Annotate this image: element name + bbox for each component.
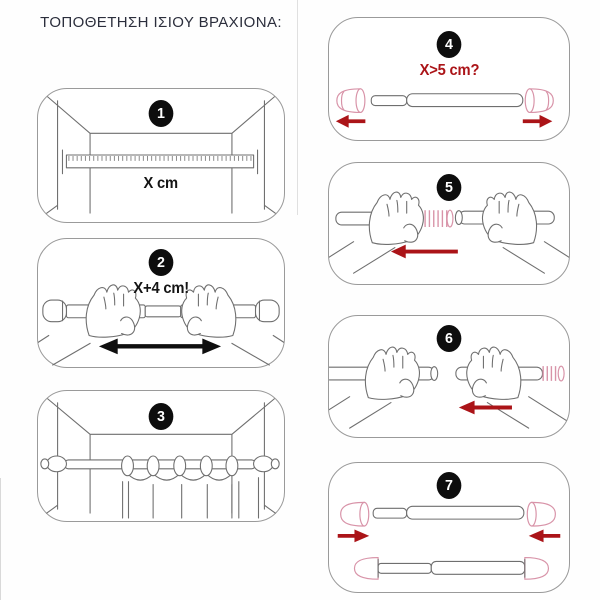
left-end-cap xyxy=(337,89,365,113)
curtain-folds xyxy=(123,478,259,518)
step-6-badge xyxy=(437,325,462,352)
page-title: ΤΟΠΟΘΕΤΗΣΗ ΙΣΙΟΥ ΒΡΑΧΙΟΝΑ: xyxy=(40,14,282,31)
step-1-number: 1 xyxy=(157,105,165,122)
step-4-label: X>5 cm? xyxy=(419,62,479,79)
left-end-cap xyxy=(341,502,369,526)
step-2-badge xyxy=(149,249,174,276)
step-3-panel xyxy=(37,390,285,522)
red-arrow-left-icon xyxy=(336,115,366,128)
arm-lines xyxy=(38,335,284,365)
arm-lines xyxy=(329,397,566,428)
step-6-number: 6 xyxy=(445,330,453,347)
right-hand-icon xyxy=(467,347,521,399)
step-7-panel xyxy=(328,462,570,593)
curtain-rod xyxy=(41,456,279,472)
step-2-panel xyxy=(37,238,285,368)
step-2-number: 2 xyxy=(157,254,165,271)
right-hand-icon xyxy=(482,192,536,244)
scan-artifact-line xyxy=(297,0,298,215)
step-3-badge xyxy=(149,403,174,430)
step-1-panel xyxy=(37,88,285,223)
step-4-panel xyxy=(328,17,570,141)
spring-icon xyxy=(424,210,453,227)
assembled-rod-with-caps xyxy=(354,558,548,580)
ruler-icon xyxy=(62,150,257,174)
telescopic-rod xyxy=(43,300,279,322)
step-1-label: X cm xyxy=(143,175,179,192)
red-arrow-right-icon xyxy=(523,115,553,128)
step-6-panel xyxy=(328,315,570,438)
step-7-number: 7 xyxy=(445,477,453,494)
red-arrow-left-icon xyxy=(391,245,458,259)
scan-artifact-line xyxy=(0,478,1,600)
double-arrow-icon xyxy=(99,338,221,354)
step-5-badge xyxy=(437,174,462,201)
step-5-number: 5 xyxy=(445,179,453,196)
right-end-cap xyxy=(525,89,553,113)
step-3-number: 3 xyxy=(157,408,165,425)
step-5-panel xyxy=(328,162,570,285)
left-hand-icon xyxy=(369,192,423,244)
right-end-cap xyxy=(527,502,555,526)
red-arrow-left-icon xyxy=(529,529,561,542)
left-hand-icon xyxy=(365,347,419,399)
rod xyxy=(371,94,523,107)
red-arrow-right-icon xyxy=(338,529,370,542)
rod xyxy=(373,506,524,519)
step-7-badge xyxy=(437,472,462,499)
step-4-number: 4 xyxy=(445,36,453,53)
arm-lines xyxy=(329,242,569,273)
step-1-badge xyxy=(149,100,174,127)
step-2-label: X+4 cm! xyxy=(133,280,189,297)
step-4-badge xyxy=(437,31,462,58)
